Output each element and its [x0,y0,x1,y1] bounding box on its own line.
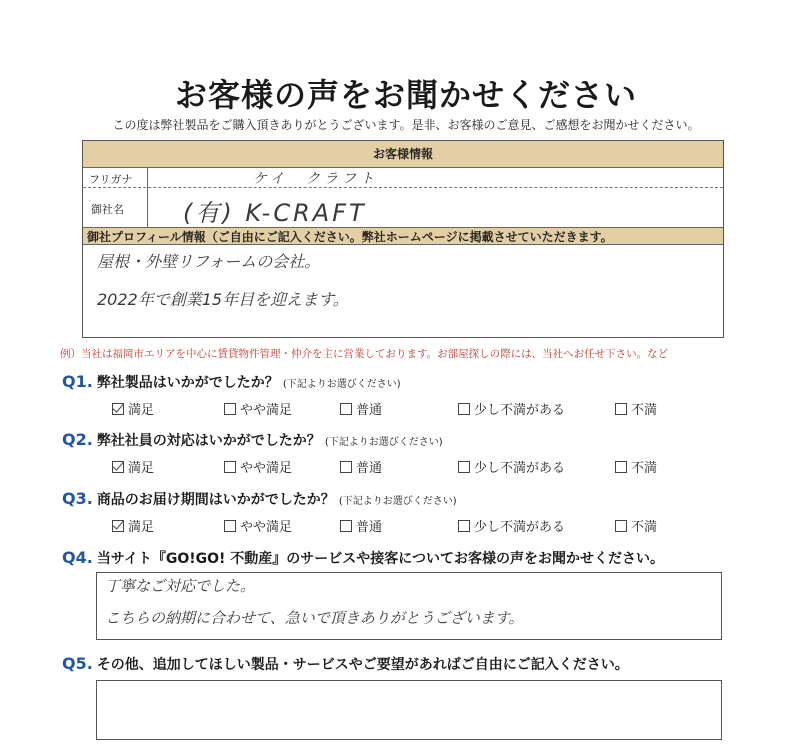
q3-option-somewhat-satisfied[interactable] [224,516,292,535]
q1-option-dissatisfied[interactable] [615,399,657,418]
company-name-label: 御社名 [91,203,124,216]
profile-line-2[interactable]: 2022年で創業15年目を迎えます。 [97,290,349,309]
checkbox-icon[interactable] [224,403,236,415]
checkbox-icon[interactable] [615,403,627,415]
checkbox-icon[interactable] [112,461,124,473]
customer-info-box [82,140,724,338]
q5-title [62,654,629,674]
intro-text: この度は弊社製品をご購入頂きありがとうございます。是非、お客様のご意見、ご感想をお聞かせください。 [112,118,700,132]
q2-option-somewhat-satisfied[interactable] [224,457,292,476]
customer-info-header: お客様情報 [83,141,723,168]
q1-hint: (下記よりお選びください) [282,379,401,390]
q1-option-somewhat-satisfied[interactable] [224,399,292,418]
q2-option-slightly-dissatisfied[interactable] [458,457,565,476]
q2-option-dissatisfied[interactable] [615,457,657,476]
q1-option-satisfied[interactable] [112,399,154,418]
checkbox-icon[interactable] [340,461,352,473]
option-label: やや満足 [240,403,293,418]
q3-text: 商品のお届け期間はいかがでしたか？ [96,492,335,508]
checkbox-icon[interactable] [458,461,470,473]
option-label: 不満 [631,520,658,535]
q1-number: Q1. [62,372,93,391]
q3-number: Q3. [62,489,93,508]
q5-number: Q5. [62,654,93,673]
q4-number: Q4. [62,548,93,567]
company-name-field[interactable]: (有) K-CRAFT [183,199,367,227]
q1-text: 弊社製品はいかがでしたか？ [96,375,279,391]
option-label: やや満足 [240,520,293,535]
option-label: 普通 [356,403,383,418]
q3-title [62,489,457,509]
q3-option-neutral[interactable] [340,516,382,535]
q3-option-dissatisfied[interactable] [615,516,657,535]
example-note: 例）当社は福岡市エリアを中心に賃貸物件管理・仲介を主に営業しております。お部屋探しの際には、当社へお任せ下さい。など [60,348,669,360]
option-label: 普通 [356,520,383,535]
checkbox-icon[interactable] [112,403,124,415]
checkbox-icon[interactable] [340,403,352,415]
furigana-field[interactable]: ケイ クラフト [253,171,379,187]
profile-line-1[interactable]: 屋根・外壁リフォームの会社。 [97,252,321,271]
option-label: 少し不満がある [474,403,566,418]
q4-text: 当サイト『GO!GO! 不動産』のサービスや接客についてお客様の声をお聞かせください。 [96,551,664,567]
q2-number: Q2. [62,430,93,449]
checkbox-icon[interactable] [615,520,627,532]
q3-option-slightly-dissatisfied[interactable] [458,516,565,535]
q2-option-satisfied[interactable] [112,457,154,476]
q5-text: その他、追加してほしい製品・サービスやご要望があればご自由にご記入ください。 [96,657,629,673]
option-label: 満足 [128,403,155,418]
furigana-label: フリガナ [89,173,133,186]
q3-option-satisfied[interactable] [112,516,154,535]
q1-option-neutral[interactable] [340,399,382,418]
q2-text: 弊社社員の対応はいかがでしたか？ [96,433,321,449]
checkbox-icon[interactable] [224,520,236,532]
option-label: 満足 [128,461,155,476]
checkbox-icon[interactable] [224,461,236,473]
checkbox-icon[interactable] [458,520,470,532]
option-label: 普通 [356,461,383,476]
option-label: 不満 [631,403,658,418]
q3-hint: (下記よりお選びください) [338,496,457,507]
furigana-divider [83,187,723,188]
checkbox-icon[interactable] [615,461,627,473]
checkbox-icon[interactable] [112,520,124,532]
label-divider [147,167,148,227]
option-label: 満足 [128,520,155,535]
q4-answer-line-1: 丁寧なご対応でした。 [105,577,256,595]
option-label: 少し不満がある [474,461,566,476]
profile-header: 御社プロフィール情報（ご自由にご記入ください。弊社ホームページに掲載させていただきます。 [83,227,723,245]
page-title: お客様の声をお聞かせください [174,76,637,114]
q2-option-neutral[interactable] [340,457,382,476]
checkbox-icon[interactable] [458,403,470,415]
q1-title [62,372,401,392]
q4-answer-line-2: こちらの納期に合わせて、急いで頂きありがとうございます。 [105,609,524,627]
q5-answer-box[interactable] [96,680,722,740]
q4-title [62,548,664,568]
q2-hint: (下記よりお選びください) [324,437,443,448]
option-label: 不満 [631,461,658,476]
checkbox-icon[interactable] [340,520,352,532]
q1-option-slightly-dissatisfied[interactable] [458,399,565,418]
q2-title [62,430,443,450]
option-label: やや満足 [240,461,293,476]
q4-answer-box[interactable] [96,572,722,640]
option-label: 少し不満がある [474,520,566,535]
